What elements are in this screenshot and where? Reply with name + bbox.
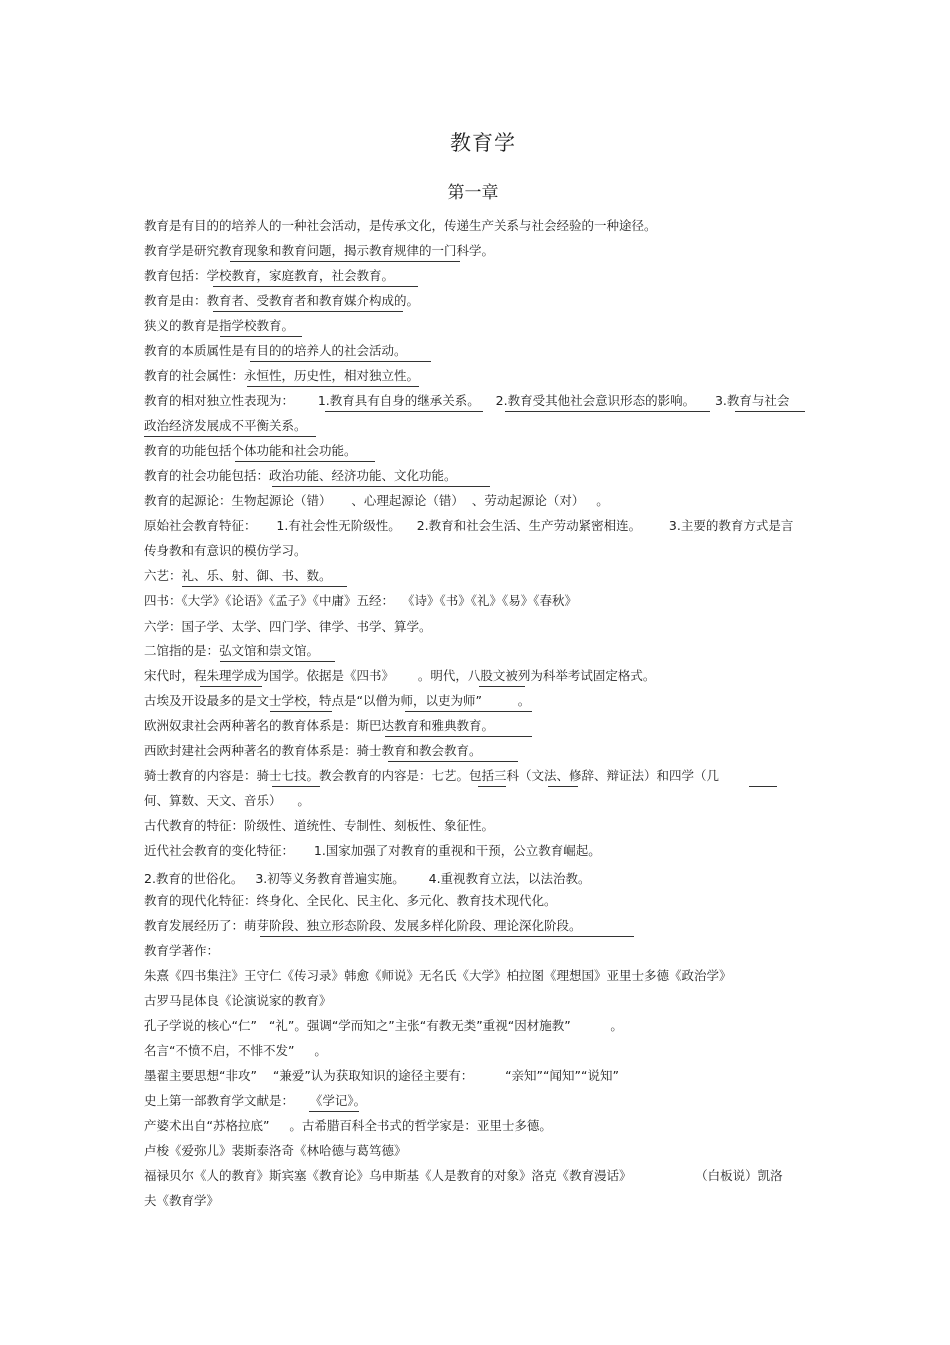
underline (388, 761, 518, 762)
underline (385, 736, 532, 737)
text-line: 福禄贝尔《人的教育》斯宾塞《教育论》乌申斯基《人是教育的对象》洛克《教育漫话》 （白板说）凯洛 (144, 1168, 783, 1183)
text-line: 教育包括：学校教育，家庭教育，社会教育。 (144, 268, 395, 283)
text-line: 政治经济发展成不平衡关系。 (144, 418, 307, 433)
text-line: 二馆指的是：弘文馆和崇文馆。 (144, 643, 320, 658)
text-line: 产婆术出自“苏格拉底” 。古希腊百科全书式的哲学家是：亚里士多德。 (144, 1118, 552, 1133)
text-line: 教育的现代化特征：终身化、全民化、民主化、多元化、教育技术现代化。 (144, 893, 557, 908)
underline (182, 586, 347, 587)
text-line: 夫《教育学》 (144, 1193, 220, 1208)
underline (325, 411, 483, 412)
text-line: 教育学是研究教育现象和教育问题，揭示教育规律的一门科学。 (144, 243, 495, 258)
underline (213, 311, 403, 312)
text-line: 宋代时，程朱理学成为国学。依据是《四书》 。明代，八股文被列为科举考试固定格式。 (144, 668, 656, 683)
underline (247, 386, 419, 387)
text-line: 六艺：礼、乐、射、御、书、数。 (144, 568, 332, 583)
text-line: 教育的本质属性是有目的的培养人的社会活动。 (144, 343, 407, 358)
text-line: 西欧封建社会两种著名的教育体系是：骑士教育和教会教育。 (144, 743, 482, 758)
underline (478, 786, 506, 787)
text-line: 墨翟主要思想“非攻” “兼爱”认为获取知识的途径主要有： “亲知”“闻知”“说知” (144, 1068, 619, 1083)
text-line: 名言“不愤不启，不悱不发” 。 (144, 1043, 327, 1058)
underline (270, 711, 332, 712)
text-line: 史上第一部教育学文献是： 《学记》。 (144, 1093, 367, 1108)
text-line: 狭义的教育是指学校教育。 (144, 318, 295, 333)
text-line: 何、算数、天文、音乐） 。 (144, 793, 310, 808)
text-line: 古代教育的特征：阶级性、道统性、专制性、刻板性、象征性。 (144, 818, 495, 833)
text-line: 古罗马昆体良《论演说家的教育》 (144, 993, 332, 1008)
underline (272, 486, 490, 487)
underline (272, 786, 320, 787)
underline (213, 286, 418, 287)
text-line: 教育的起源论：生物起源论（错） 、心理起源论（错） 、劳动起源论（对） 。 (144, 493, 609, 508)
text-line: 教育是由：教育者、受教育者和教育媒介构成的。 (144, 293, 420, 308)
text-line: 六学：国子学、太学、四门学、律学、书学、算学。 (144, 619, 432, 634)
text-line: 欧洲奴隶社会两种著名的教育体系是：斯巴达教育和雅典教育。 (144, 718, 495, 733)
underline (235, 461, 375, 462)
underline (230, 261, 460, 262)
underline (405, 711, 532, 712)
underline (735, 411, 805, 412)
text-line: 教育的社会功能包括：政治功能、经济功能、文化功能。 (144, 468, 457, 483)
text-line: 孔子学说的核心“仁” “礼”。强调“学而知之”主张“有教无类”重视“因材施教” 。 (144, 1018, 623, 1033)
underline (144, 436, 316, 437)
text-line: 传身教和有意识的模仿学习。 (144, 543, 307, 558)
text-line: 四书：《大学》《论语》《孟子》《中庸》五经： 《诗》《书》《礼》《易》《春秋》 (144, 593, 577, 608)
text-line: 教育的社会属性：永恒性，历史性，相对独立性。 (144, 368, 420, 383)
text-line: 原始社会教育特征： 1.有社会性无阶级性。 2.教育和社会生活、生产劳动紧密相连。 3.主要的教育方式是言 (144, 518, 794, 533)
text-line: 近代社会教育的变化特征： 1.国家加强了对教育的重视和干预，公立教育崛起。 (144, 843, 601, 858)
underline (309, 1111, 359, 1112)
underline (749, 786, 777, 787)
document-title: 教育学 (450, 131, 516, 155)
underline (220, 336, 302, 337)
text-line: 2.教育的世俗化。 3.初等义务教育普遍实施。 4.重视教育立法，以法治教。 (144, 871, 591, 886)
underline (260, 936, 634, 937)
text-line: 教育是有目的的培养人的一种社会活动，是传承文化，传递生产关系与社会经验的一种途径。 (144, 218, 657, 233)
text-line: 朱熹《四书集注》王守仁《传习录》韩愈《师说》无名氏《大学》柏拉图《理想国》亚里士多德《政治学》 (144, 968, 732, 983)
underline (548, 786, 578, 787)
text-line: 骑士教育的内容是：骑士七技。教会教育的内容是：七艺。包括三科（文法、修辞、辩证法）和四学（几 (144, 768, 720, 783)
text-line: 教育的功能包括个体功能和社会功能。 (144, 443, 357, 458)
text-line: 教育的相对独立性表现为： 1.教育具有自身的继承关系。 2.教育受其他社会意识形态的影响。 3.教育与社会 (144, 393, 790, 408)
text-line: 教育发展经历了：萌芽阶段、独立形态阶段、发展多样化阶段、理论深化阶段。 (144, 918, 582, 933)
text-line: 卢梭《爱弥儿》裴斯泰洛奇《林哈德与葛笃德》 (144, 1143, 407, 1158)
text-line: 古埃及开设最多的是文士学校，特点是“以僧为师，以吏为师” 。 (144, 693, 531, 708)
underline (220, 661, 335, 662)
text-line: 教育学著作： (144, 943, 220, 958)
underline (505, 411, 710, 412)
underline (479, 686, 525, 687)
underline (250, 361, 431, 362)
underline (200, 686, 262, 687)
chapter-heading: 第一章 (447, 183, 499, 203)
